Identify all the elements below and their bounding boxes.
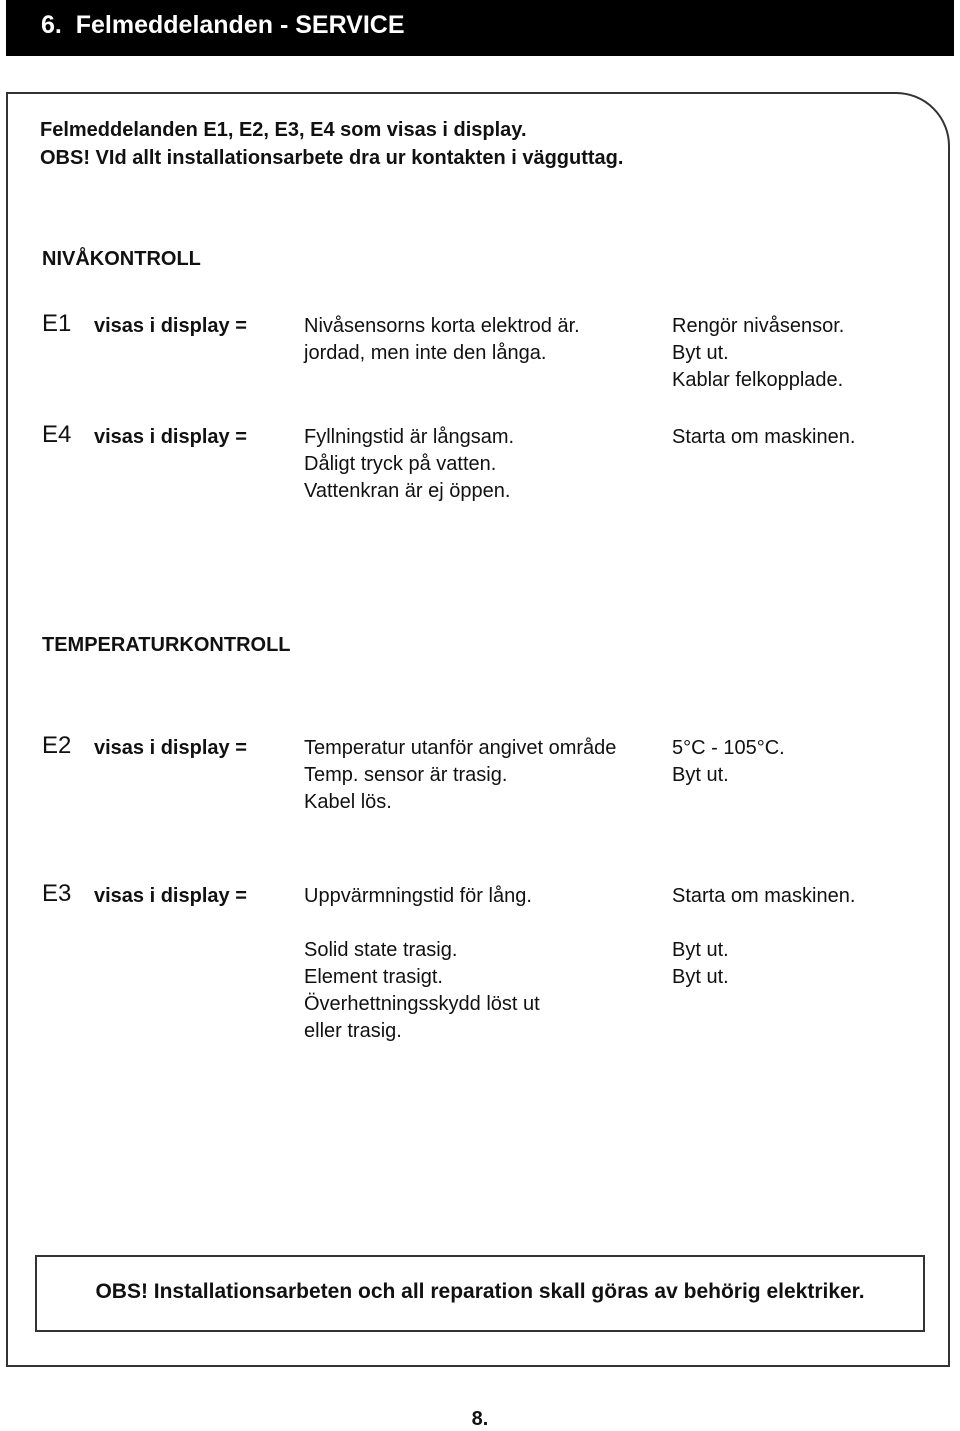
e3-cause: eller trasig. — [304, 1020, 402, 1042]
e3-cause: Solid state trasig. — [304, 939, 458, 961]
e4-cause: Fyllningstid är långsam. — [304, 426, 515, 448]
e4-cause: Vattenkran är ej öppen. — [304, 480, 511, 502]
section-heading-temperaturkontroll: TEMPERATURKONTROLL — [42, 634, 291, 656]
e3-label: visas i display = — [94, 885, 247, 907]
e3-cause: Överhettningsskydd löst ut — [304, 993, 540, 1015]
header-bar — [6, 0, 954, 56]
intro-line-2: OBS! VId allt installationsarbete dra ur kontakten i vägguttag. — [40, 147, 624, 169]
e2-cause: Kabel lös. — [304, 791, 392, 813]
error-code-e2: E2 — [42, 732, 72, 759]
e4-action: Starta om maskinen. — [672, 426, 856, 448]
e3-cause: Element trasigt. — [304, 966, 443, 988]
e3-action: Starta om maskinen. — [672, 885, 856, 907]
content-frame — [6, 92, 950, 1367]
e1-action: Rengör nivåsensor. — [672, 315, 845, 337]
intro-line-1: Felmeddelanden E1, E2, E3, E4 som visas i display. — [40, 119, 527, 141]
error-code-e4: E4 — [42, 421, 72, 448]
e3-cause: Uppvärmningstid för lång. — [304, 885, 532, 907]
e2-action: Byt ut. — [672, 764, 729, 786]
e1-cause: Nivåsensorns korta elektrod är. — [304, 315, 580, 337]
e1-label: visas i display = — [94, 315, 247, 337]
e4-cause: Dåligt tryck på vatten. — [304, 453, 497, 475]
page-number: 8. — [471, 1408, 489, 1430]
page-title: 6. Felmeddelanden - SERVICE — [41, 11, 405, 39]
error-code-e3: E3 — [42, 880, 72, 907]
e2-label: visas i display = — [94, 737, 247, 759]
e1-action: Kablar felkopplade. — [672, 369, 844, 391]
error-code-e1: E1 — [42, 310, 72, 337]
e2-action: 5°C - 105°C. — [672, 737, 785, 759]
e4-label: visas i display = — [94, 426, 247, 448]
e3-action: Byt ut. — [672, 939, 729, 961]
e2-cause: Temp. sensor är trasig. — [304, 764, 508, 786]
e3-action: Byt ut. — [672, 966, 729, 988]
e1-action: Byt ut. — [672, 342, 729, 364]
notice-box — [35, 1255, 925, 1332]
e1-cause: jordad, men inte den långa. — [304, 342, 547, 364]
notice-text: OBS! Installationsarbeten och all reparation skall göras av behörig elektriker. — [95, 1280, 865, 1303]
e2-cause: Temperatur utanför angivet område — [304, 737, 617, 759]
section-heading-nivakontroll: NIVÅKONTROLL — [42, 248, 201, 270]
